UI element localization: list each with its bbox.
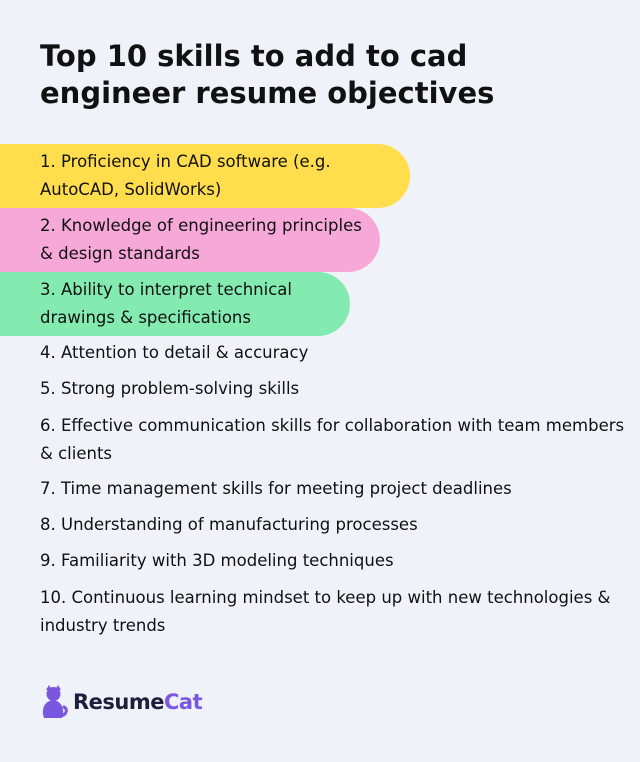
skill-label: 6. Effective communication skills for collaboration with team members & clients: [40, 416, 625, 463]
skill-item-5: [0, 372, 640, 408]
skills-list: [0, 144, 640, 644]
brand-name: [73, 684, 202, 720]
skill-label: 7. Time management skills for meeting project deadlines: [40, 479, 512, 498]
skill-item-2: [0, 208, 380, 272]
brand-logo: [40, 684, 202, 720]
skill-label: 5. Strong problem-solving skills: [40, 379, 300, 398]
skill-item-4: [0, 336, 640, 372]
cat-logo-icon: [40, 684, 68, 720]
skill-item-6: [0, 408, 640, 472]
skill-label: 10. Continuous learning mindset to keep up with new technologies & industry trends: [40, 588, 611, 635]
skill-item-1: [0, 144, 410, 208]
skill-item-7: [0, 472, 640, 508]
skill-label: 4. Attention to detail & accuracy: [40, 343, 309, 362]
skill-label: 9. Familiarity with 3D modeling techniques: [40, 551, 394, 570]
skill-label: 2. Knowledge of engineering principles & design standards: [40, 216, 362, 263]
brand-name-part1: Resume: [73, 690, 164, 714]
skill-item-9: [0, 544, 640, 580]
skill-label: 8. Understanding of manufacturing processes: [40, 515, 418, 534]
brand-name-part2: Cat: [164, 690, 203, 714]
skill-item-3: [0, 272, 350, 336]
skill-item-8: [0, 508, 640, 544]
page-title: Top 10 skills to add to cad engineer resume objectives: [40, 39, 495, 110]
skill-item-10: [0, 580, 640, 644]
skill-label: 3. Ability to interpret technical drawings & specifications: [40, 280, 292, 327]
skill-label: 1. Proficiency in CAD software (e.g. AutoCAD, SolidWorks): [40, 152, 331, 199]
